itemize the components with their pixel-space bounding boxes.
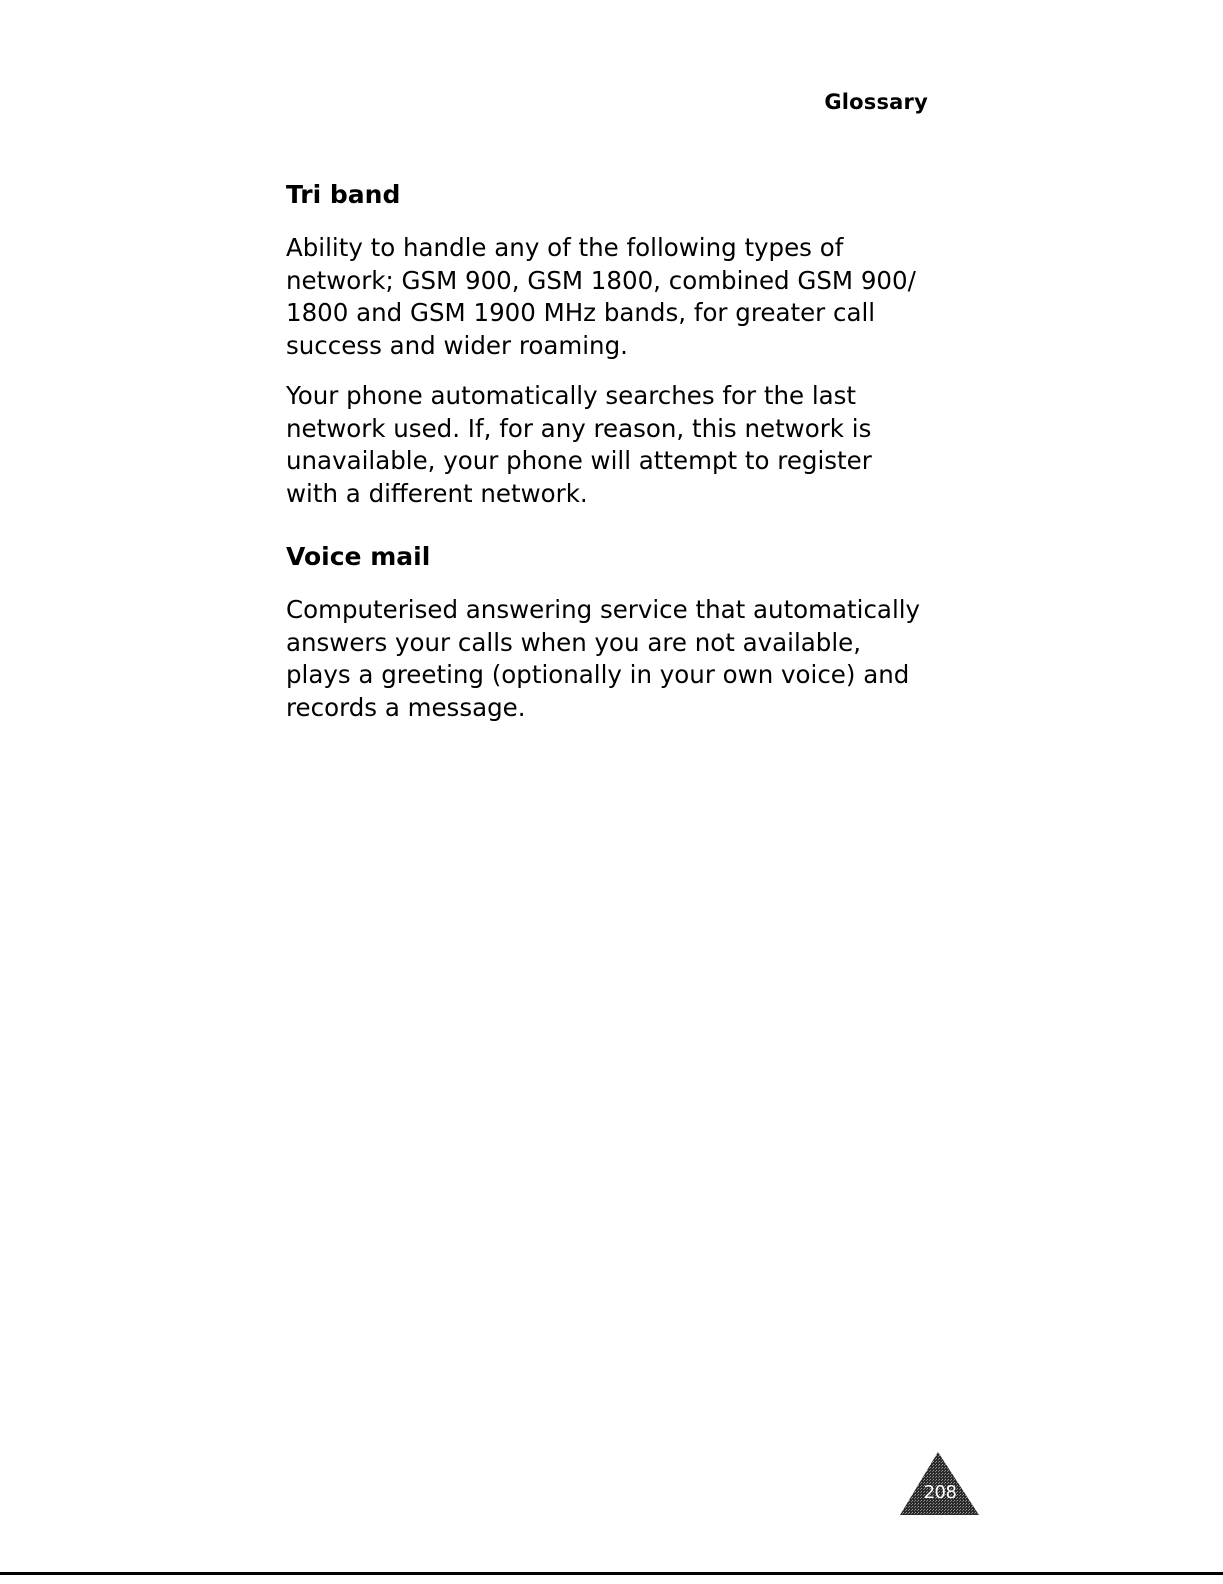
- page-number-badge: [900, 1452, 980, 1516]
- page-number: 208: [923, 1482, 957, 1503]
- running-header: Glossary: [824, 90, 928, 114]
- glossary-entry-voice-mail: [286, 538, 946, 724]
- definition-paragraph: Your phone automatically searches for the last network used. If, for any reason, this network is unavailable, your phone will attempt to register with a different network.: [286, 381, 872, 508]
- glossary-content: [286, 176, 946, 742]
- glossary-entry-tri-band: [286, 176, 946, 510]
- bottom-border-line: [0, 1572, 1223, 1575]
- definition-paragraph: Ability to handle any of the following types of network; GSM 900, GSM 1800, combined GSM 900/ 1800 and GSM 1900 MHz bands, for greater call success and wider roaming.: [286, 233, 916, 360]
- definition-paragraph: Computerised answering service that automatically answers your calls when you are not available, plays a greeting (optionally in your own voice) and records a message.: [286, 595, 921, 722]
- term-heading: Voice mail: [286, 542, 431, 571]
- term-heading: Tri band: [286, 180, 401, 209]
